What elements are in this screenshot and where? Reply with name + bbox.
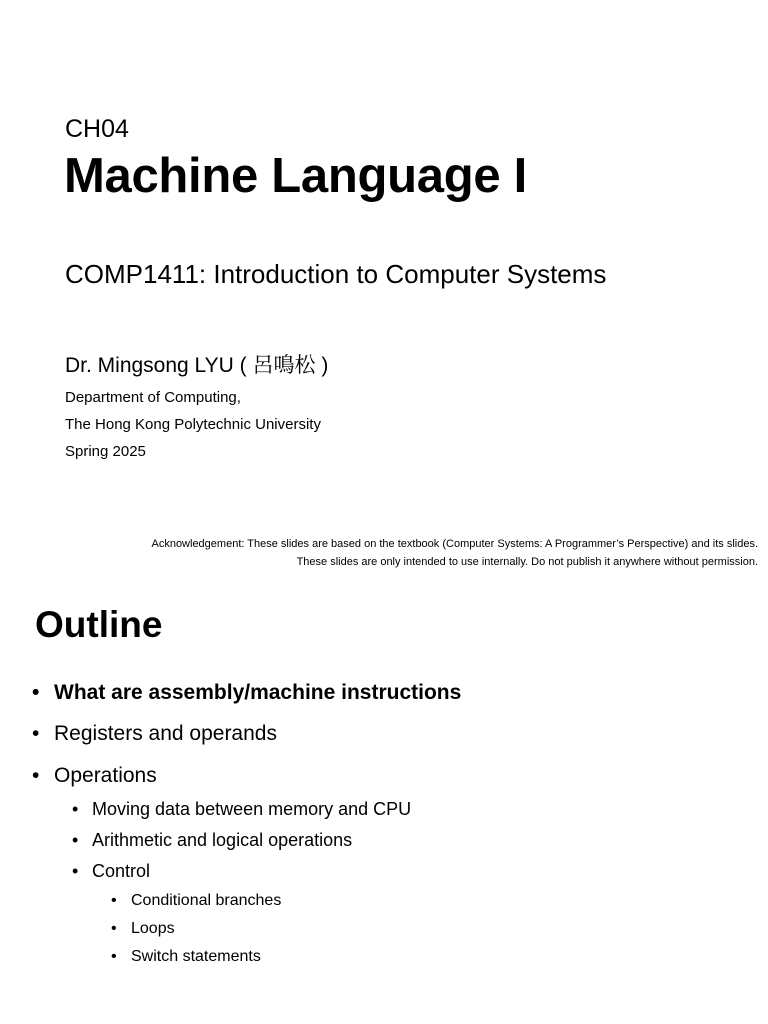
department: Department of Computing,: [65, 389, 241, 406]
outline-slide: [0, 588, 768, 1024]
outline-subitem-text: Control: [92, 861, 151, 881]
bullet-icon: •: [111, 892, 117, 909]
acknowledgement-line-1: Acknowledgement: These slides are based on the textbook (Computer Systems: A Programmer’s Perspective) and its slides.: [151, 538, 758, 550]
outline-subsubitem: [111, 890, 281, 912]
bullet-icon: •: [32, 722, 40, 745]
outline-subsubitem-text: Conditional branches: [131, 892, 282, 909]
outline-title: Outline: [35, 604, 163, 645]
outline-subitem: [72, 828, 352, 852]
outline-subsubitem: [111, 946, 261, 968]
bullet-icon: •: [72, 861, 79, 881]
outline-item: [32, 762, 157, 790]
bullet-icon: •: [72, 799, 79, 819]
bullet-icon: •: [72, 830, 79, 850]
outline-subsubitem-text: Loops: [131, 920, 175, 937]
outline-subsubitem-text: Switch statements: [131, 948, 261, 965]
outline-item: [32, 720, 277, 748]
university: The Hong Kong Polytechnic University: [65, 416, 321, 433]
outline-subitem-text: Arithmetic and logical operations: [92, 830, 353, 850]
outline-subsubitem: [111, 918, 175, 940]
term: Spring 2025: [65, 443, 146, 460]
outline-item-text: Operations: [54, 764, 157, 787]
acknowledgement-line-2: These slides are only intended to use internally. Do not publish it anywhere without permission.: [296, 556, 758, 568]
course-name: COMP1411: Introduction to Computer Systems: [65, 259, 607, 289]
chapter-label: CH04: [65, 115, 129, 143]
slide-title: Machine Language I: [64, 149, 527, 203]
outline-item-text: Registers and operands: [54, 722, 277, 745]
bullet-icon: •: [111, 948, 117, 965]
instructor-name: Dr. Mingsong LYU ( 呂鳴松 ): [65, 354, 329, 377]
outline-subitem: [72, 859, 150, 883]
outline-item-text: What are assembly/machine instructions: [54, 681, 462, 704]
bullet-icon: •: [111, 920, 117, 937]
outline-subitem-text: Moving data between memory and CPU: [92, 799, 412, 819]
bullet-icon: •: [32, 764, 40, 787]
bullet-icon: •: [32, 681, 40, 704]
outline-item: [32, 679, 461, 707]
outline-subitem: [72, 797, 411, 821]
